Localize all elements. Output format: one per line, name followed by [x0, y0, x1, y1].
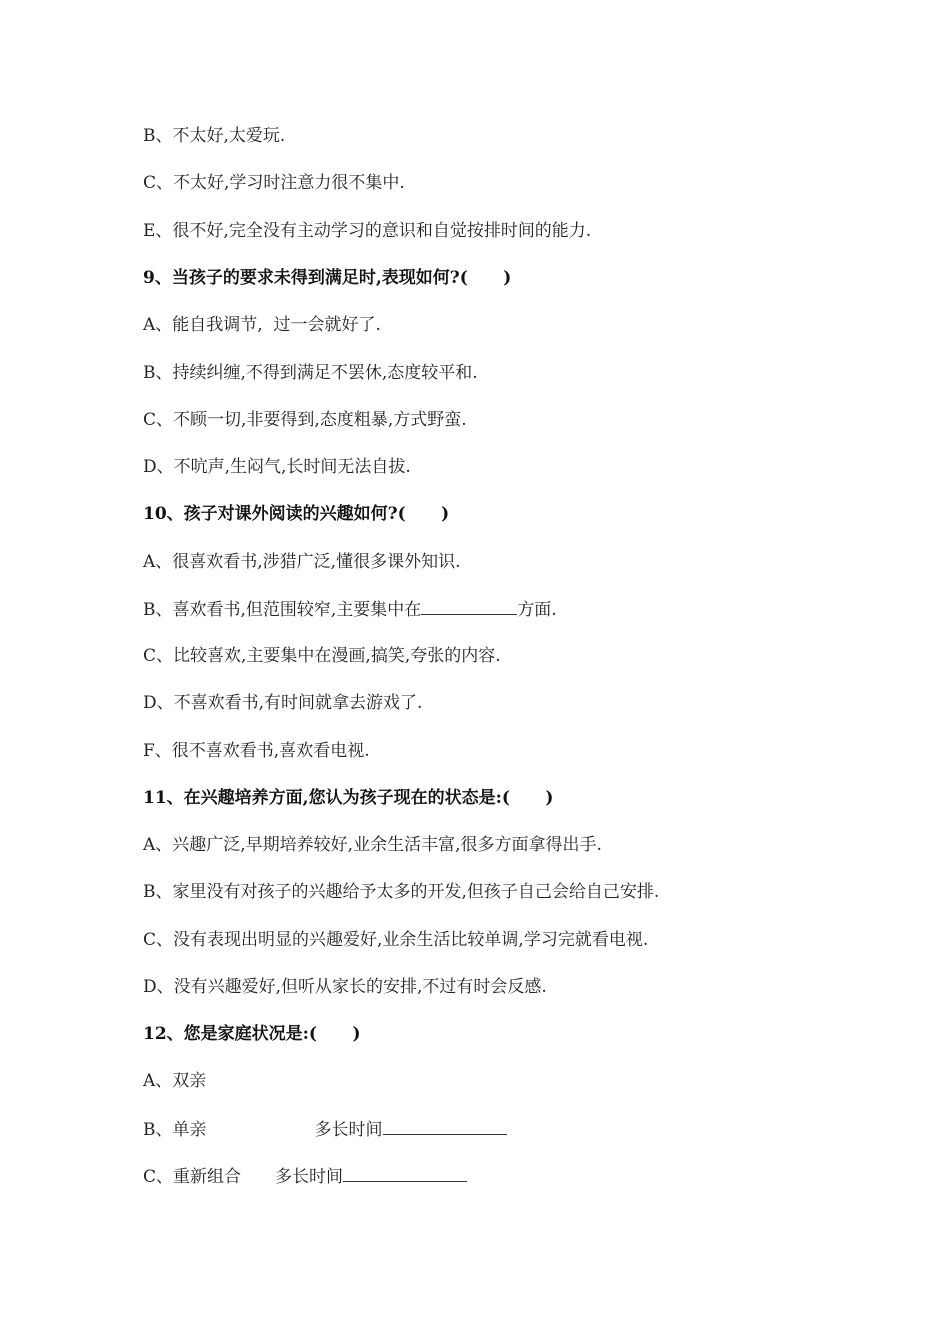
question-12: 12、您是家庭状况是:( ) — [143, 1024, 361, 1044]
q11-option-a: A、兴趣广泛,早期培养较好,业余生活丰富,很多方面拿得出手. — [143, 835, 602, 855]
option-b-text: B、不太好,太爱玩. — [143, 126, 286, 146]
option-e-text: E、很不好,完全没有主动学习的意识和自觉按排时间的能力. — [143, 221, 592, 241]
q9-option-b: B、持续纠缠,不得到满足不罢休,态度较平和. — [143, 363, 478, 383]
q10-option-b-prefix: B、喜欢看书,但范围较窄,主要集中在 — [143, 600, 422, 620]
q12-option-a: A、双亲 — [143, 1071, 207, 1091]
q11-option-d: D、没有兴趣爱好,但听从家长的安排,不过有时会反感. — [143, 977, 547, 997]
q12-option-b-duration-label: 多长时间 — [314, 1120, 383, 1140]
q10-option-d: D、不喜欢看书,有时间就拿去游戏了. — [143, 693, 423, 713]
duration-blank[interactable] — [383, 1118, 507, 1135]
q12-option-c — [143, 1165, 467, 1188]
q11-option-b: B、家里没有对孩子的兴趣给予太多的开发,但孩子自己会给自己安排. — [143, 882, 660, 902]
fill-in-blank[interactable] — [421, 598, 517, 615]
q10-option-f: F、很不喜欢看书,喜欢看电视. — [143, 741, 370, 761]
question-11: 11、在兴趣培养方面,您认为孩子现在的状态是:( ) — [143, 788, 554, 808]
q12-option-c-duration-label: 多长时间 — [275, 1167, 344, 1187]
q10-option-c: C、比较喜欢,主要集中在漫画,搞笑,夸张的内容. — [143, 646, 501, 666]
q9-option-a: A、能自我调节, 过一会就好了. — [143, 315, 381, 335]
q12-option-b — [143, 1118, 507, 1141]
q10-option-b — [143, 598, 557, 621]
q11-option-c: C、没有表现出明显的兴趣爱好,业余生活比较单调,学习完就看电视. — [143, 930, 649, 950]
question-10: 10、孩子对课外阅读的兴趣如何?( ) — [143, 504, 450, 524]
q9-option-c: C、不顾一切,非要得到,态度粗暴,方式野蛮. — [143, 410, 467, 430]
q10-option-b-suffix: 方面. — [517, 600, 557, 620]
option-c-text: C、不太好,学习时注意力很不集中. — [143, 173, 405, 193]
q10-option-a: A、很喜欢看书,涉猎广泛,懂很多课外知识. — [143, 552, 461, 572]
question-9: 9、当孩子的要求未得到满足时,表现如何?( ) — [143, 268, 512, 288]
q9-option-d: D、不吭声,生闷气,长时间无法自拔. — [143, 457, 411, 477]
duration-blank[interactable] — [343, 1165, 467, 1182]
q12-option-b-label: B、单亲 — [143, 1120, 207, 1140]
q12-option-c-label: C、重新组合 — [143, 1167, 242, 1187]
